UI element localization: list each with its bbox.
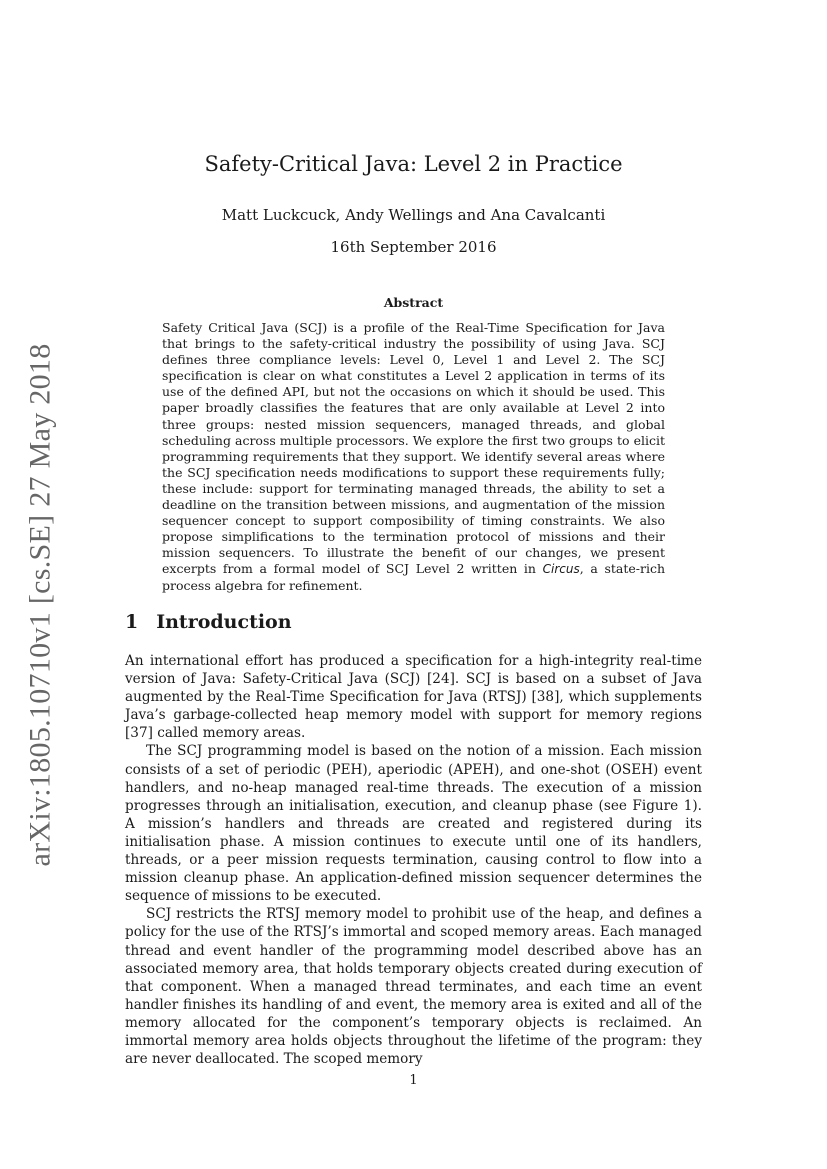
- paper-title: Safety-Critical Java: Level 2 in Practice: [204, 152, 623, 176]
- abstract-heading: Abstract: [383, 295, 444, 310]
- abstract-text-main: Safety Critical Java (SCJ) is a profile of the Real-Time Specification for Java that brings to the safety-critical industry the possibility of using Java. SCJ defines three compliance levels: Level 0, Level 1 and Level 2. The SCJ specification is clear on what constitutes a Level 2 application in terms of its use of the defined API, but not the occasions on which it should be used. This paper broadly classifies the features that are only available at Level 2 into three groups: nested mission sequencers, managed threads, and global scheduling across multiple processors. We explore the first two groups to elicit programming requirements that they support. We identify several areas where the SCJ specification needs modifications to support these requirements fully; these include: support for terminating managed threads, the ability to set a deadline on the transition between missions, and augmentation of the mission sequencer concept to support composibility of timing constraints. We also propose simplifications to the termination protocol of missions and their mission sequencers. To illustrate the benefit of our changes, we present excerpts from a formal model of SCJ Level 2 written in: [162, 320, 665, 577]
- section-heading-introduction: [125, 611, 292, 633]
- circus-name: Circus: [542, 562, 580, 577]
- section-title: Introduction: [156, 611, 292, 633]
- abstract-text-end: , a state-rich process algebra for refinement.: [162, 561, 666, 593]
- intro-paragraph-1: An international effort has produced a specification for a high-integrity real-time version of Java: Safety-Critical Java (SCJ) [24]. SCJ is based on a subset of Java augmented by the Real-Time Specification for Java (RTSJ) [38], which supplements Java’s garbage-collected heap memory model with support for memory regions [37] called memory areas.: [125, 653, 702, 742]
- abstract-text: [162, 320, 665, 594]
- intro-paragraph-3: SCJ restricts the RTSJ memory model to prohibit use of the heap, and defines a policy for the use of the RTSJ’s immortal and scoped memory areas. Each managed thread and event handler of the programming model described above has an associated memory area, that holds temporary objects created during execution of that component. When a managed thread terminates, and each time an event handler finishes its handling of and event, the memory area is exited and all of the memory allocated for the component’s temporary objects is reclaimed. An immortal memory area holds objects throughout the lifetime of the program: they are never deallocated. The scoped memory: [125, 906, 702, 1068]
- section-number: 1: [125, 611, 139, 633]
- paper-date: 16th September 2016: [330, 238, 497, 256]
- introduction-body: [125, 652, 702, 1068]
- arxiv-identifier-text: arXiv:1805.10710v1 [cs.SE] 27 May 2018: [23, 343, 57, 867]
- page-number: 1: [409, 1073, 418, 1088]
- arxiv-identifier: [22, 343, 58, 867]
- intro-paragraph-2: The SCJ programming model is based on the notion of a mission. Each mission consists of a set of periodic (PEH), aperiodic (APEH), and one-shot (OSEH) event handlers, and no-heap managed real-time threads. The execution of a mission progresses through an initialisation, execution, and cleanup phase (see Figure 1). A mission’s handlers and threads are created and registered during its initialisation phase. A mission continues to execute until one of its handlers, threads, or a peer mission requests termination, causing control to flow into a mission cleanup phase. An application-defined mission sequencer determines the sequence of missions to be executed.: [125, 743, 702, 905]
- paper-authors: Matt Luckcuck, Andy Wellings and Ana Cavalcanti: [221, 206, 606, 224]
